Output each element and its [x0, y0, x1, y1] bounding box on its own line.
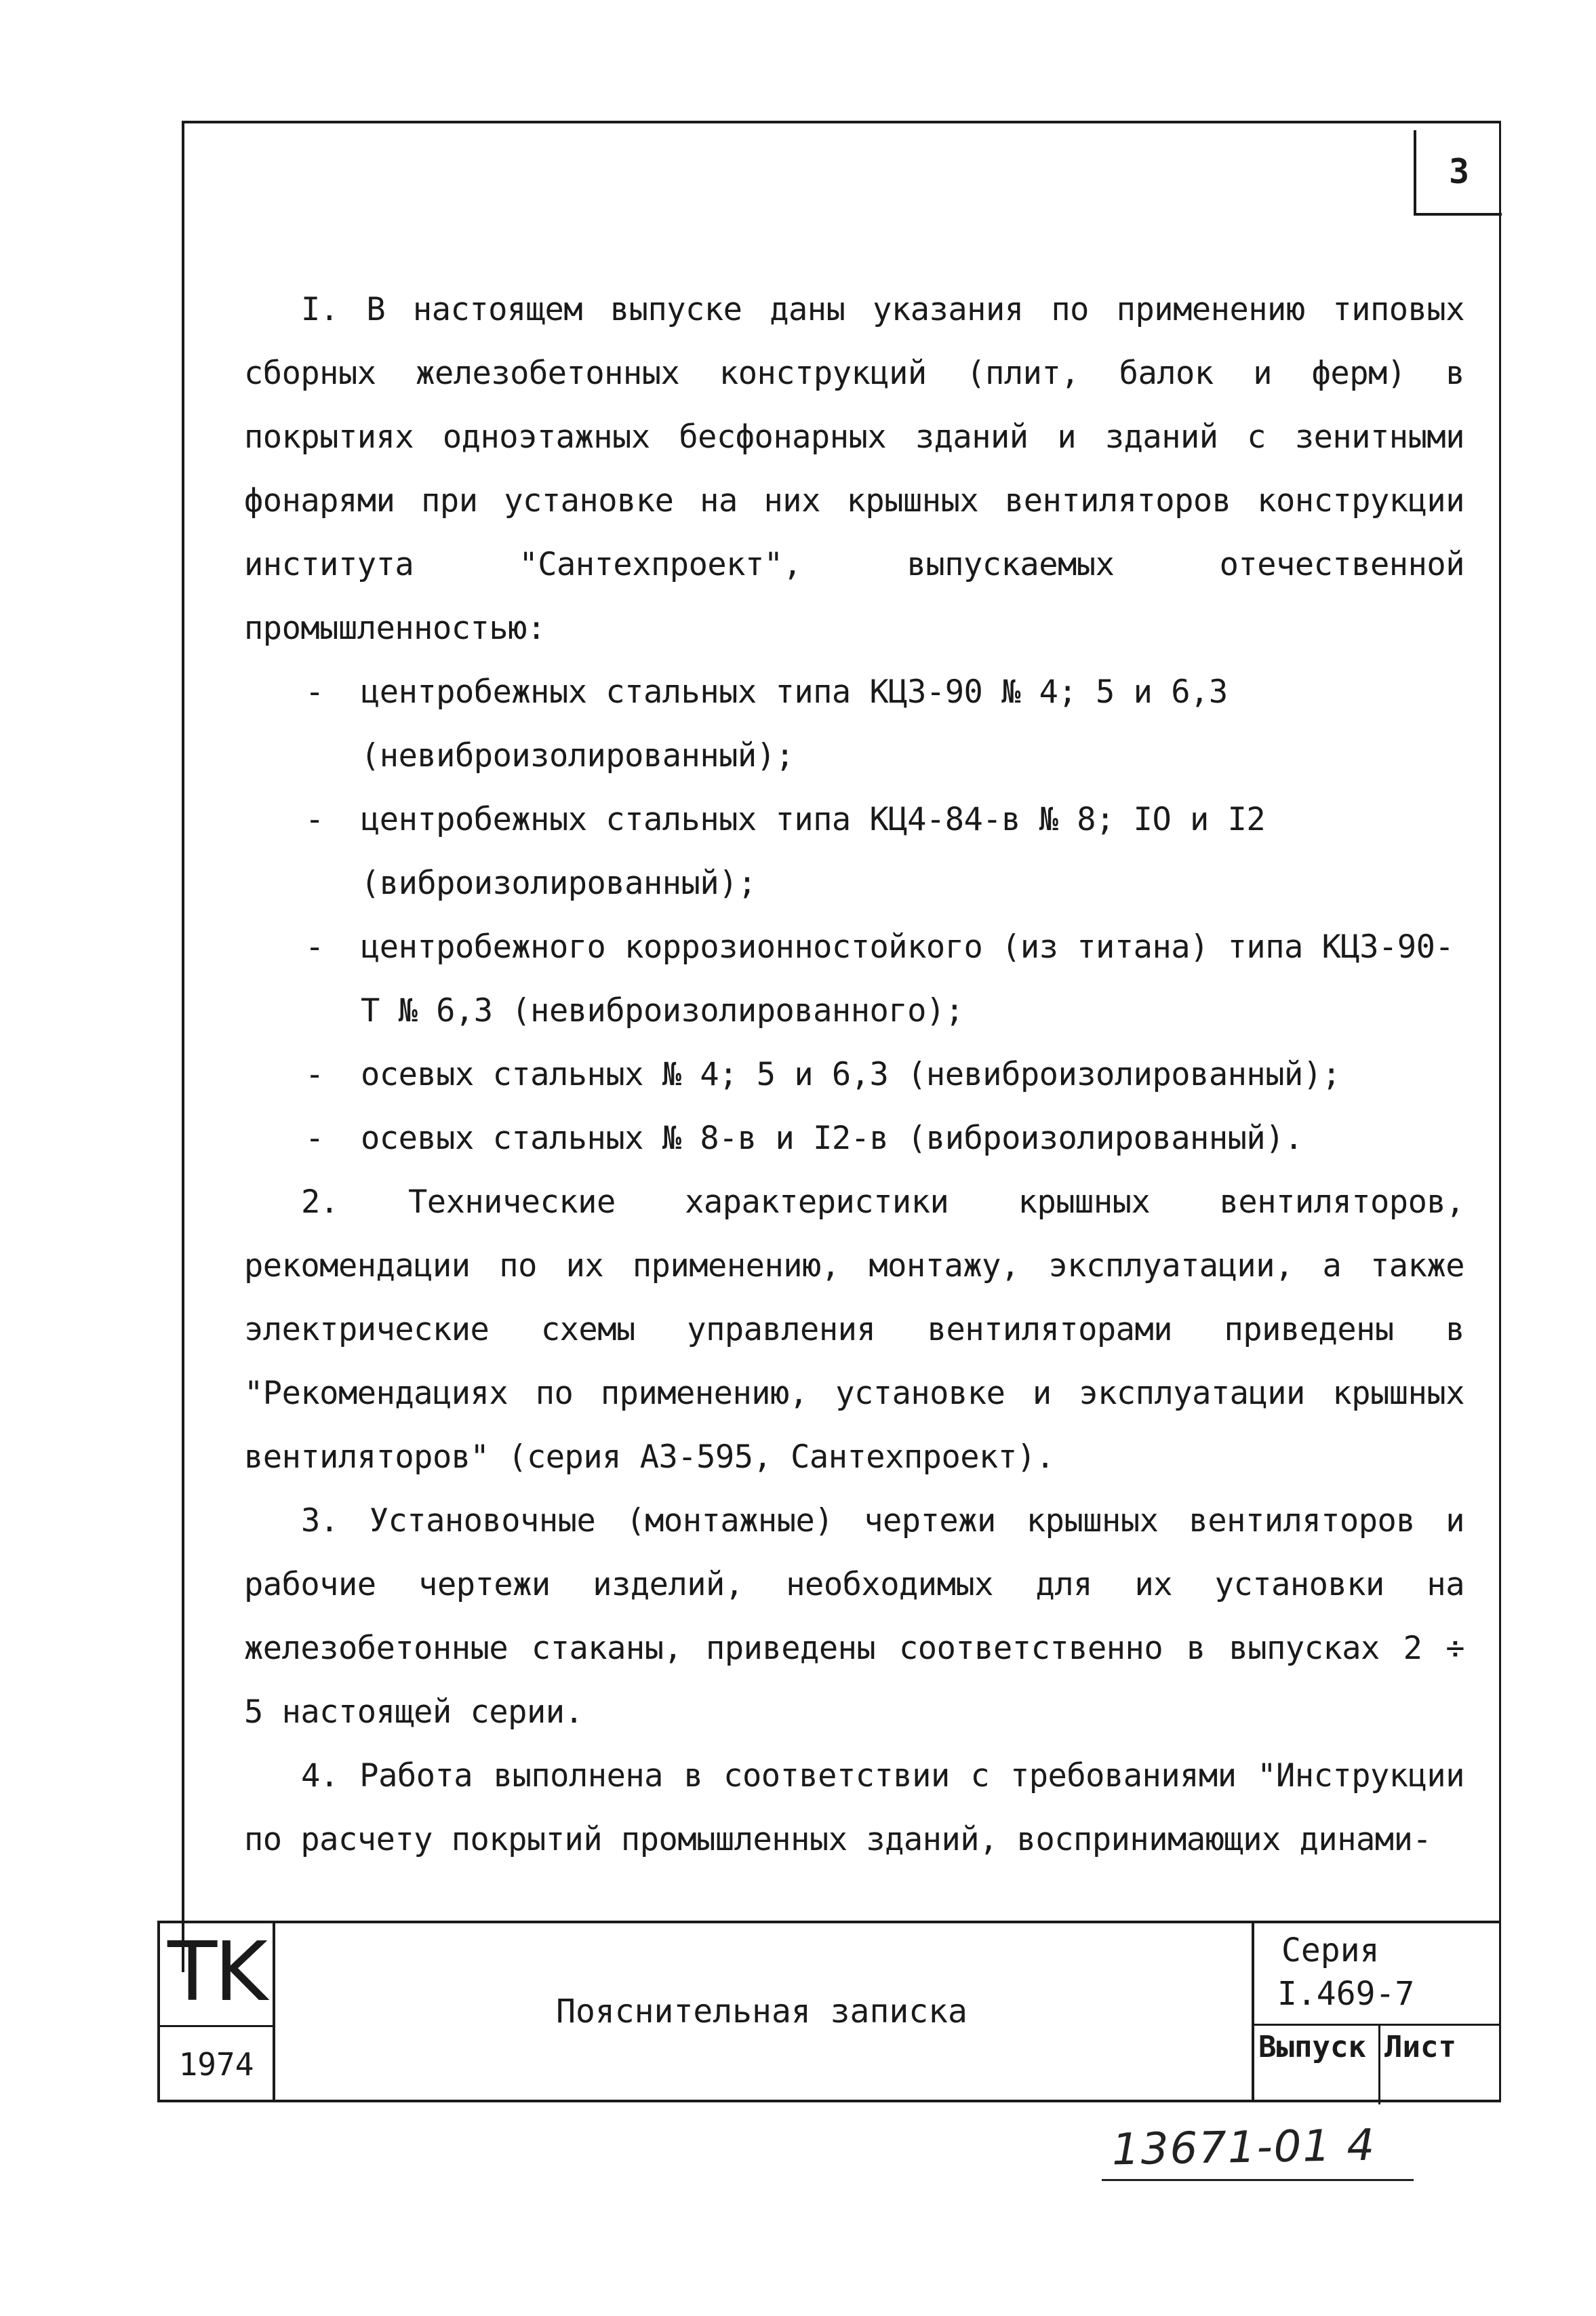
list-item-text: центробежных стальных типа КЦ4-84-в № 8; IO и I2 (виброизолированный); [361, 801, 1266, 902]
list-item-text: центробежных стальных типа КЦЗ-90 № 4; 5 и 6,3 (невиброизолированный); [361, 673, 1228, 774]
list-dash: - [305, 801, 324, 838]
series-label: Серия [1281, 1931, 1380, 1969]
series-code: I.469-7 [1277, 1975, 1415, 2013]
list-item-text: центробежного коррозионностойкого (из титана) типа КЦЗ-90-Т № 6,3 (невиброизолированного); [361, 928, 1454, 1029]
handwritten-archive-number: 13671-01 4 [1111, 2120, 1376, 2176]
document-body [244, 278, 1464, 1872]
page-number: 3 [1448, 152, 1470, 191]
logo-mark: TK [167, 1925, 265, 2020]
paragraph-3: 3. Установочные (монтажные) чертежи крышных вентиляторов и рабочие чертежи изделий, необходимых для их установки на железобетонные стаканы, приведены соответственно в выпусках 2 ÷ 5 настоящей серии. [244, 1502, 1464, 1731]
sheet-label: Лист [1384, 2030, 1456, 2064]
list-item [244, 1043, 1464, 1107]
list-item [244, 916, 1464, 1043]
list-dash: - [305, 673, 324, 711]
paragraph-1: I. В настоящем выпуске даны указания по применению типовых сборных железобетонных конструкций (плит, балок и ферм) в покрытиях одноэтажных бесфонарных зданий и зданий с зенитными фонарями при установке на них крышных вентиляторов конструкции института "Сантехпроект", выпускаемых отечественной промышленностью: [244, 291, 1464, 647]
document-title-text: Пояснительная записка [556, 1993, 967, 2030]
fan-types-list [244, 661, 1464, 1171]
list-dash: - [305, 928, 324, 966]
issue-sheet-row [1254, 2024, 1499, 2104]
document-title [275, 1923, 1248, 2100]
paragraph-4: 4. Работа выполнена в соответствии с требованиями "Инструкции по расчету покрытий промышленных зданий, воспринимающих динами- [244, 1757, 1464, 1858]
paragraph-2: 2. Технические характеристики крышных вентиляторов, рекомендации по их применению, монтажу, эксплуатации, а также электрические схемы управления вентиляторами приведены в "Рекомендациях по применению, установке и эксплуатации крышных вентиляторов" (серия АЗ-595, Сантехпроект). [244, 1183, 1464, 1476]
handwritten-underline [1102, 2179, 1414, 2181]
logo-year: 1974 [160, 2025, 273, 2102]
page-number-box [1414, 130, 1502, 216]
issue-label: Выпуск [1254, 2026, 1380, 2104]
list-item [244, 661, 1464, 788]
title-block [157, 1921, 1501, 2102]
list-dash: - [305, 1120, 324, 1157]
list-item-text: осевых стальных № 4; 5 и 6,3 (невиброизолированный); [361, 1056, 1341, 1093]
list-item-text: осевых стальных № 8-в и I2-в (виброизолированный). [361, 1120, 1303, 1157]
organization-logo [160, 1923, 275, 2100]
list-item [244, 1107, 1464, 1171]
list-item [244, 788, 1464, 916]
series-panel [1252, 1923, 1499, 2100]
list-dash: - [305, 1056, 324, 1093]
